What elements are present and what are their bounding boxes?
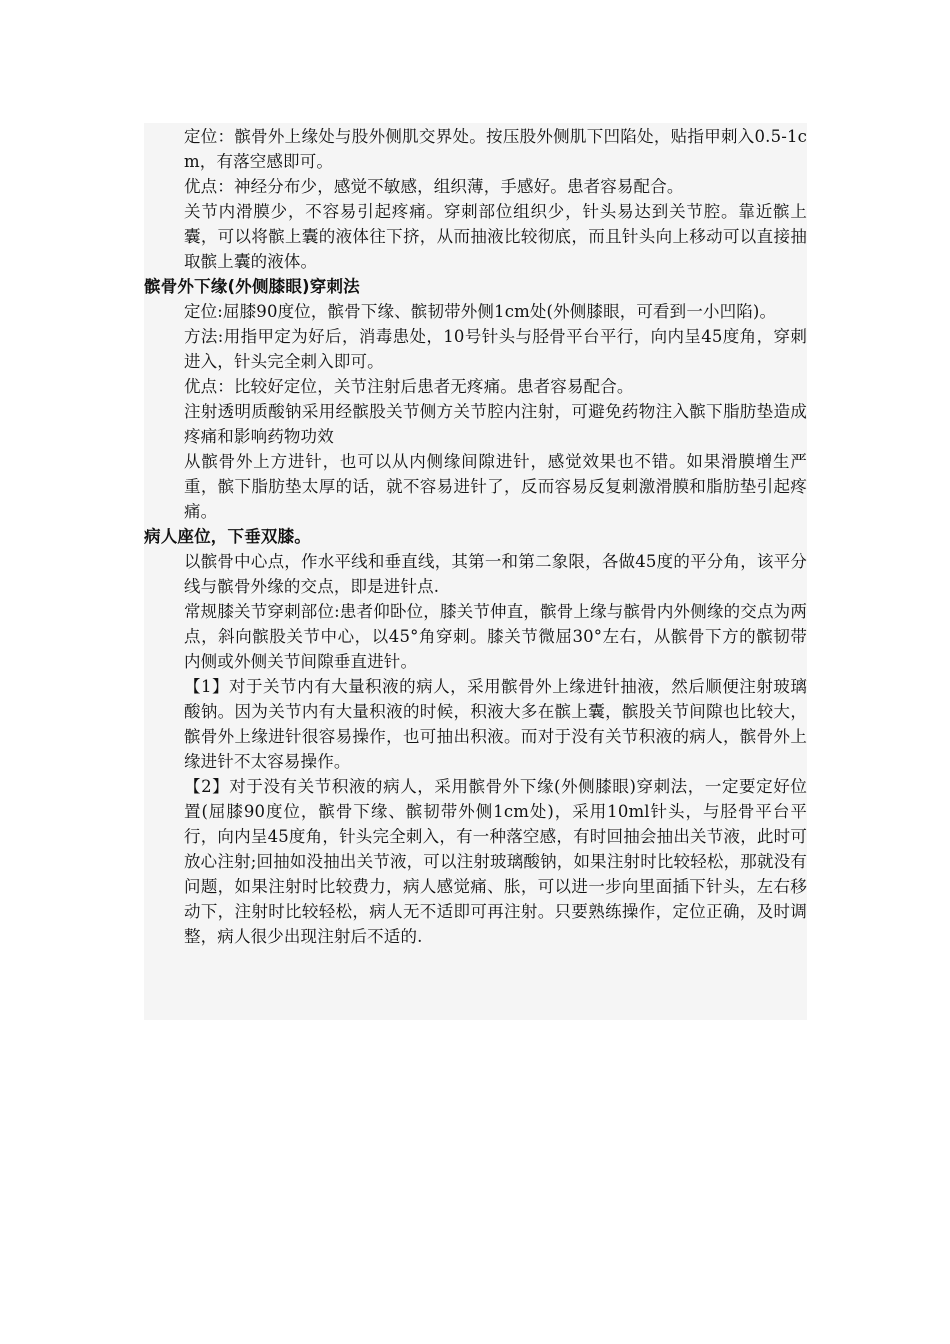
paragraph-lateral-lower-advantages: 优点：比较好定位，关节注射后患者无疼痛。患者容易配合。 xyxy=(184,377,634,396)
paragraph-entry-point: 以髌骨中心点，作水平线和垂直线，其第一和第二象限，各做45度的平分角，该平分线与髌骨外缘的交点，即是进针点. xyxy=(184,552,807,596)
paragraph-lateral-lower-location: 定位:屈膝90度位，髌骨下缘、髌韧带外侧1cm处(外侧膝眼，可看到一小凹陷)。 xyxy=(184,302,777,321)
paragraph-case-1: 【1】对于关节内有大量积液的病人，采用髌骨外上缘进针抽液，然后顺便注射玻璃酸钠。因为关节内有大量积液的时候，积液大多在髌上囊，髌股关节间隙也比较大，髌骨外上缘进针很容易操作，也可抽出积液。而对于没有关节积液的病人，髌骨外上缘进针不太容易操作。 xyxy=(184,677,807,771)
heading-lateral-lower-puncture: 髌骨外下缘(外侧膝眼)穿刺法 xyxy=(144,277,360,296)
paragraph-alternative-entry: 从髌骨外上方进针，也可以从内侧缘间隙进针，感觉效果也不错。如果滑膜增生严重，髌下脂肪垫太厚的话，就不容易进针了，反而容易反复刺激滑膜和脂肪垫引起疼痛。 xyxy=(184,452,807,521)
paragraph-lateral-upper-advantages: 优点：神经分布少，感觉不敏感，组织薄，手感好。患者容易配合。 xyxy=(184,177,684,196)
document-body xyxy=(144,124,807,949)
paragraph-lateral-upper-location: 定位：髌骨外上缘处与股外侧肌交界处。按压股外侧肌下凹陷处，贴指甲刺入0.5-1cm，有落空感即可。 xyxy=(184,127,807,171)
paragraph-lateral-lower-method: 方法:用指甲定为好后，消毒患处，10号针头与胫骨平台平行，向内呈45度角，穿刺进入，针头完全刺入即可。 xyxy=(184,327,807,371)
paragraph-case-2: 【2】对于没有关节积液的病人，采用髌骨外下缘(外侧膝眼)穿刺法，一定要定好位置(屈膝90度位，髌骨下缘、髌韧带外侧1cm处)，采用10ml针头，与胫骨平台平行，向内呈45度角，针头完全刺入，有一种落空感，有时回抽会抽出关节液，此时可放心注射;回抽如没抽出关节液，可以注射玻璃酸钠，如果注射时比较轻松，那就没有问题，如果注射时比较费力，病人感觉痛、胀，可以进一步向里面插下针头，左右移动下，注射时比较轻松，病人无不适即可再注射。只要熟练操作，定位正确，及时调整，病人很少出现注射后不适的. xyxy=(184,777,807,946)
heading-seated-position: 病人座位，下垂双膝。 xyxy=(144,527,311,546)
paragraph-hyaluronate-injection: 注射透明质酸钠采用经髌股关节侧方关节腔内注射，可避免药物注入髌下脂肪垫造成疼痛和影响药物功效 xyxy=(184,402,807,446)
paragraph-routine-puncture: 常规膝关节穿刺部位:患者仰卧位，膝关节伸直，髌骨上缘与髌骨内外侧缘的交点为两点，斜向髌股关节中心，以45°角穿刺。膝关节微屈30°左右，从髌骨下方的髌韧带内侧或外侧关节间隙垂直进针。 xyxy=(184,602,807,671)
paragraph-synovium-notes: 关节内滑膜少，不容易引起疼痛。穿刺部位组织少，针头易达到关节腔。靠近髌上囊，可以将髌上囊的液体往下挤，从而抽液比较彻底，而且针头向上移动可以直接抽取髌上囊的液体。 xyxy=(184,202,807,271)
